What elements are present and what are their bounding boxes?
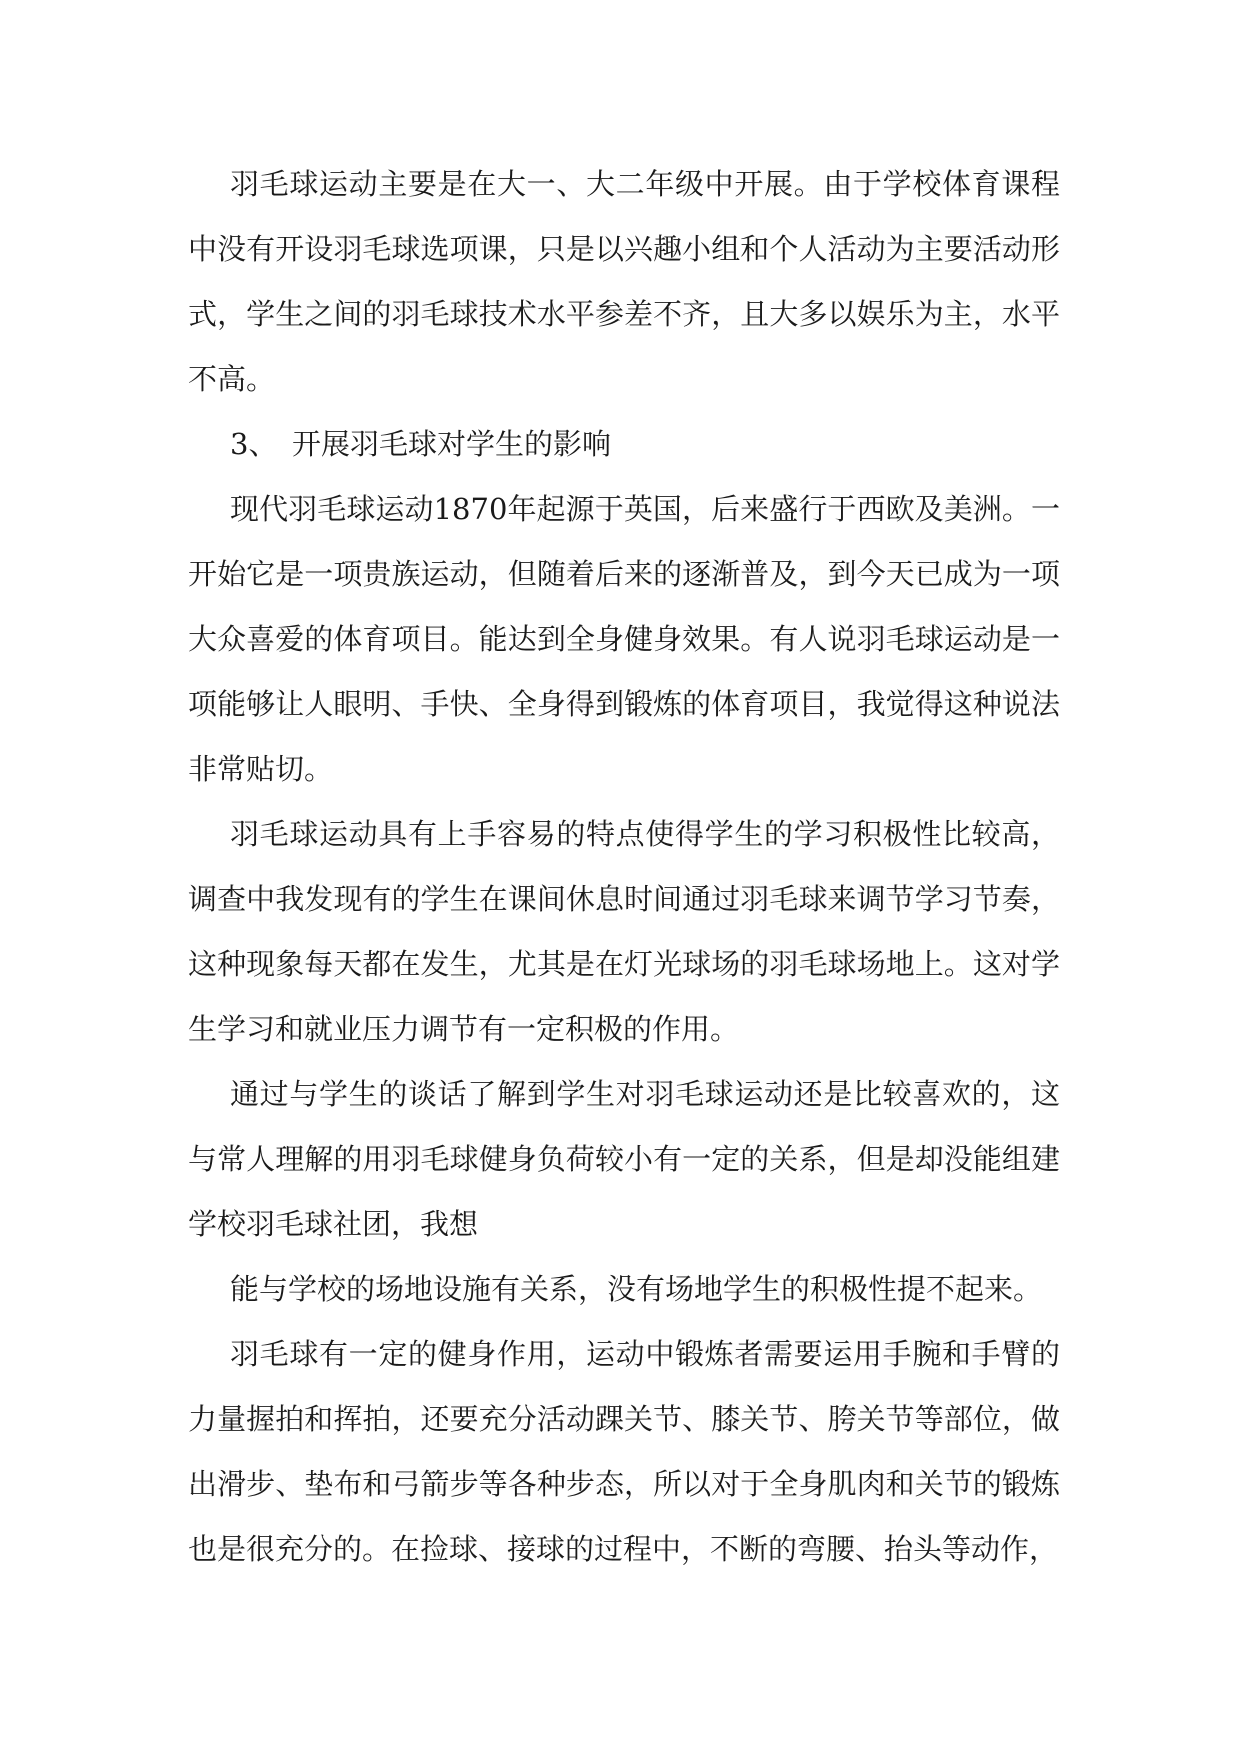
section-heading: 3、 开展羽毛球对学生的影响 (230, 427, 611, 461)
document-body (188, 152, 1060, 1582)
paragraph-facilities: 能与学校的场地设施有关系，没有场地学生的积极性提不起来。 (230, 1272, 1043, 1306)
paragraph-badminton-history: 现代羽毛球运动1870年起源于英国，后来盛行于西欧及美洲。一开始它是一项贵族运动，但随着后来的逐渐普及，到今天已成为一项大众喜爱的体育项目。能达到全身健身效果。有人说羽毛球运动是一项能够让人眼明、手快、全身得到锻炼的体育项目，我觉得这种说法非常贴切。 (188, 492, 1060, 786)
paragraph-student-interviews: 通过与学生的谈话了解到学生对羽毛球运动还是比较喜欢的，这与常人理解的用羽毛球健身负荷较小有一定的关系，但是却没能组建学校羽毛球社团，我想 (188, 1077, 1060, 1241)
paragraph-school-activities: 羽毛球运动主要是在大一、大二年级中开展。由于学校体育课程中没有开设羽毛球选项课，只是以兴趣小组和个人活动为主要活动形式，学生之间的羽毛球技术水平参差不齐，且大多以娱乐为主，水平不高。 (188, 167, 1060, 396)
paragraph-fitness-benefits: 羽毛球有一定的健身作用，运动中锻炼者需要运用手腕和手臂的力量握拍和挥拍，还要充分活动踝关节、膝关节、胯关节等部位，做出滑步、垫布和弓箭步等各种步态，所以对于全身肌肉和关节的锻炼也是很充分的。在捡球、接球的过程中，不断的弯腰、抬头等动作， (188, 1337, 1060, 1566)
paragraph-student-enthusiasm: 羽毛球运动具有上手容易的特点使得学生的学习积极性比较高，调查中我发现有的学生在课间休息时间通过羽毛球来调节学习节奏，这种现象每天都在发生，尤其是在灯光球场的羽毛球场地上。这对学生学习和就业压力调节有一定积极的作用。 (188, 817, 1060, 1046)
